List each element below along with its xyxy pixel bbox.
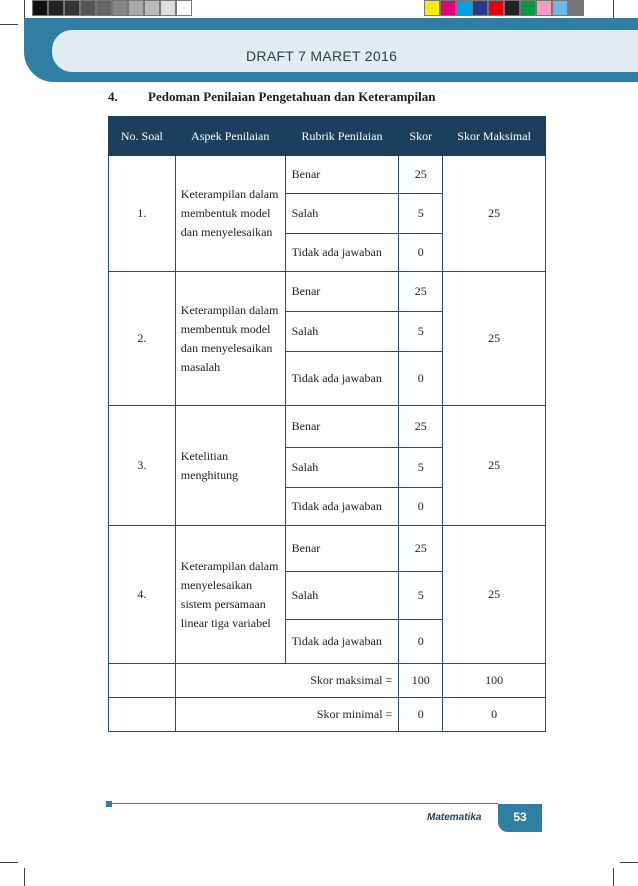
color-swatch bbox=[48, 0, 64, 16]
summary-row bbox=[109, 698, 546, 732]
color-swatch bbox=[520, 0, 536, 16]
summary-skor: 0 bbox=[399, 698, 443, 732]
page-number: 53 bbox=[498, 804, 542, 832]
summary-maks: 0 bbox=[443, 698, 546, 732]
cell-empty bbox=[109, 698, 176, 732]
footer-bullet bbox=[106, 801, 112, 807]
cell-no: 2. bbox=[109, 272, 176, 406]
cell-skor: 5 bbox=[399, 194, 443, 234]
cell-maks: 25 bbox=[443, 406, 546, 526]
cell-skor: 25 bbox=[399, 526, 443, 572]
summary-maks: 100 bbox=[443, 664, 546, 698]
color-swatch bbox=[144, 0, 160, 16]
cell-skor: 0 bbox=[399, 488, 443, 526]
color-swatch bbox=[488, 0, 504, 16]
section-number: 4. bbox=[108, 89, 118, 104]
table-row bbox=[109, 526, 546, 572]
cell-no: 3. bbox=[109, 406, 176, 526]
cell-aspek: Keterampilan dalam membentuk model dan menyelesaikan masalah bbox=[175, 272, 285, 406]
cell-skor: 5 bbox=[399, 572, 443, 620]
cell-empty bbox=[109, 664, 176, 698]
color-swatch bbox=[160, 0, 176, 16]
cell-skor: 25 bbox=[399, 156, 443, 194]
header-rubrik: Rubrik Penilaian bbox=[285, 117, 399, 156]
summary-label: Skor minimal = bbox=[175, 698, 399, 732]
color-swatch bbox=[64, 0, 80, 16]
cell-skor: 25 bbox=[399, 272, 443, 312]
color-swatch bbox=[568, 0, 584, 16]
color-swatch bbox=[472, 0, 488, 16]
crop-mark bbox=[24, 0, 25, 18]
cell-aspek: Keterampilan dalam menyelesaikan sistem persamaan linear tiga variabel bbox=[175, 526, 285, 664]
color-swatch bbox=[440, 0, 456, 16]
summary-row bbox=[109, 664, 546, 698]
table-header-row bbox=[109, 117, 546, 156]
crop-mark bbox=[24, 868, 25, 886]
cell-skor: 5 bbox=[399, 312, 443, 352]
table-row bbox=[109, 272, 546, 312]
cell-maks: 25 bbox=[443, 272, 546, 406]
section-title-text: Pedoman Penilaian Pengetahuan dan Keterampilan bbox=[148, 89, 436, 104]
cell-rubrik: Benar bbox=[285, 156, 399, 194]
section-title bbox=[108, 89, 435, 105]
cell-rubrik: Benar bbox=[285, 406, 399, 448]
summary-label: Skor maksimal = bbox=[175, 664, 399, 698]
cell-rubrik: Tidak ada jawaban bbox=[285, 234, 399, 272]
crop-mark bbox=[0, 862, 18, 863]
cell-maks: 25 bbox=[443, 526, 546, 664]
cell-skor: 0 bbox=[399, 620, 443, 664]
gray-color-bar bbox=[32, 0, 192, 16]
cell-aspek: Ketelitian menghitung bbox=[175, 406, 285, 526]
color-swatch bbox=[96, 0, 112, 16]
cell-rubrik: Tidak ada jawaban bbox=[285, 352, 399, 406]
draft-label: DRAFT 7 MARET 2016 bbox=[246, 48, 398, 64]
cell-aspek: Keterampilan dalam membentuk model dan menyelesaikan bbox=[175, 156, 285, 272]
summary-skor: 100 bbox=[399, 664, 443, 698]
crop-mark bbox=[0, 24, 18, 25]
cell-rubrik: Tidak ada jawaban bbox=[285, 488, 399, 526]
color-swatch bbox=[112, 0, 128, 16]
cell-rubrik: Salah bbox=[285, 194, 399, 234]
table-row bbox=[109, 406, 546, 448]
header-skor: Skor bbox=[399, 117, 443, 156]
cell-skor: 25 bbox=[399, 406, 443, 448]
cell-no: 4. bbox=[109, 526, 176, 664]
cell-rubrik: Salah bbox=[285, 448, 399, 488]
color-swatch bbox=[536, 0, 552, 16]
color-swatch bbox=[32, 0, 48, 16]
crop-mark bbox=[620, 862, 638, 863]
header-skor-maksimal: Skor Maksimal bbox=[443, 117, 546, 156]
cell-rubrik: Salah bbox=[285, 312, 399, 352]
crop-mark bbox=[613, 868, 614, 886]
color-swatch bbox=[424, 0, 440, 16]
assessment-table bbox=[108, 116, 546, 732]
cell-no: 1. bbox=[109, 156, 176, 272]
footer-rule bbox=[110, 803, 498, 804]
header-no-soal: No. Soal bbox=[109, 117, 176, 156]
cell-skor: 0 bbox=[399, 352, 443, 406]
cell-rubrik: Tidak ada jawaban bbox=[285, 620, 399, 664]
cell-skor: 5 bbox=[399, 448, 443, 488]
color-swatch bbox=[504, 0, 520, 16]
color-swatch bbox=[176, 0, 192, 16]
cell-maks: 25 bbox=[443, 156, 546, 272]
color-swatch bbox=[80, 0, 96, 16]
cell-rubrik: Benar bbox=[285, 272, 399, 312]
color-swatch bbox=[456, 0, 472, 16]
color-swatch bbox=[128, 0, 144, 16]
cell-rubrik: Benar bbox=[285, 526, 399, 572]
header-aspek: Aspek Penilaian bbox=[175, 117, 285, 156]
footer-subject: Matematika bbox=[427, 812, 482, 823]
cmyk-color-bar bbox=[424, 0, 584, 16]
cell-rubrik: Salah bbox=[285, 572, 399, 620]
cell-skor: 0 bbox=[399, 234, 443, 272]
table-row bbox=[109, 156, 546, 194]
crop-mark bbox=[613, 0, 614, 18]
color-swatch bbox=[552, 0, 568, 16]
